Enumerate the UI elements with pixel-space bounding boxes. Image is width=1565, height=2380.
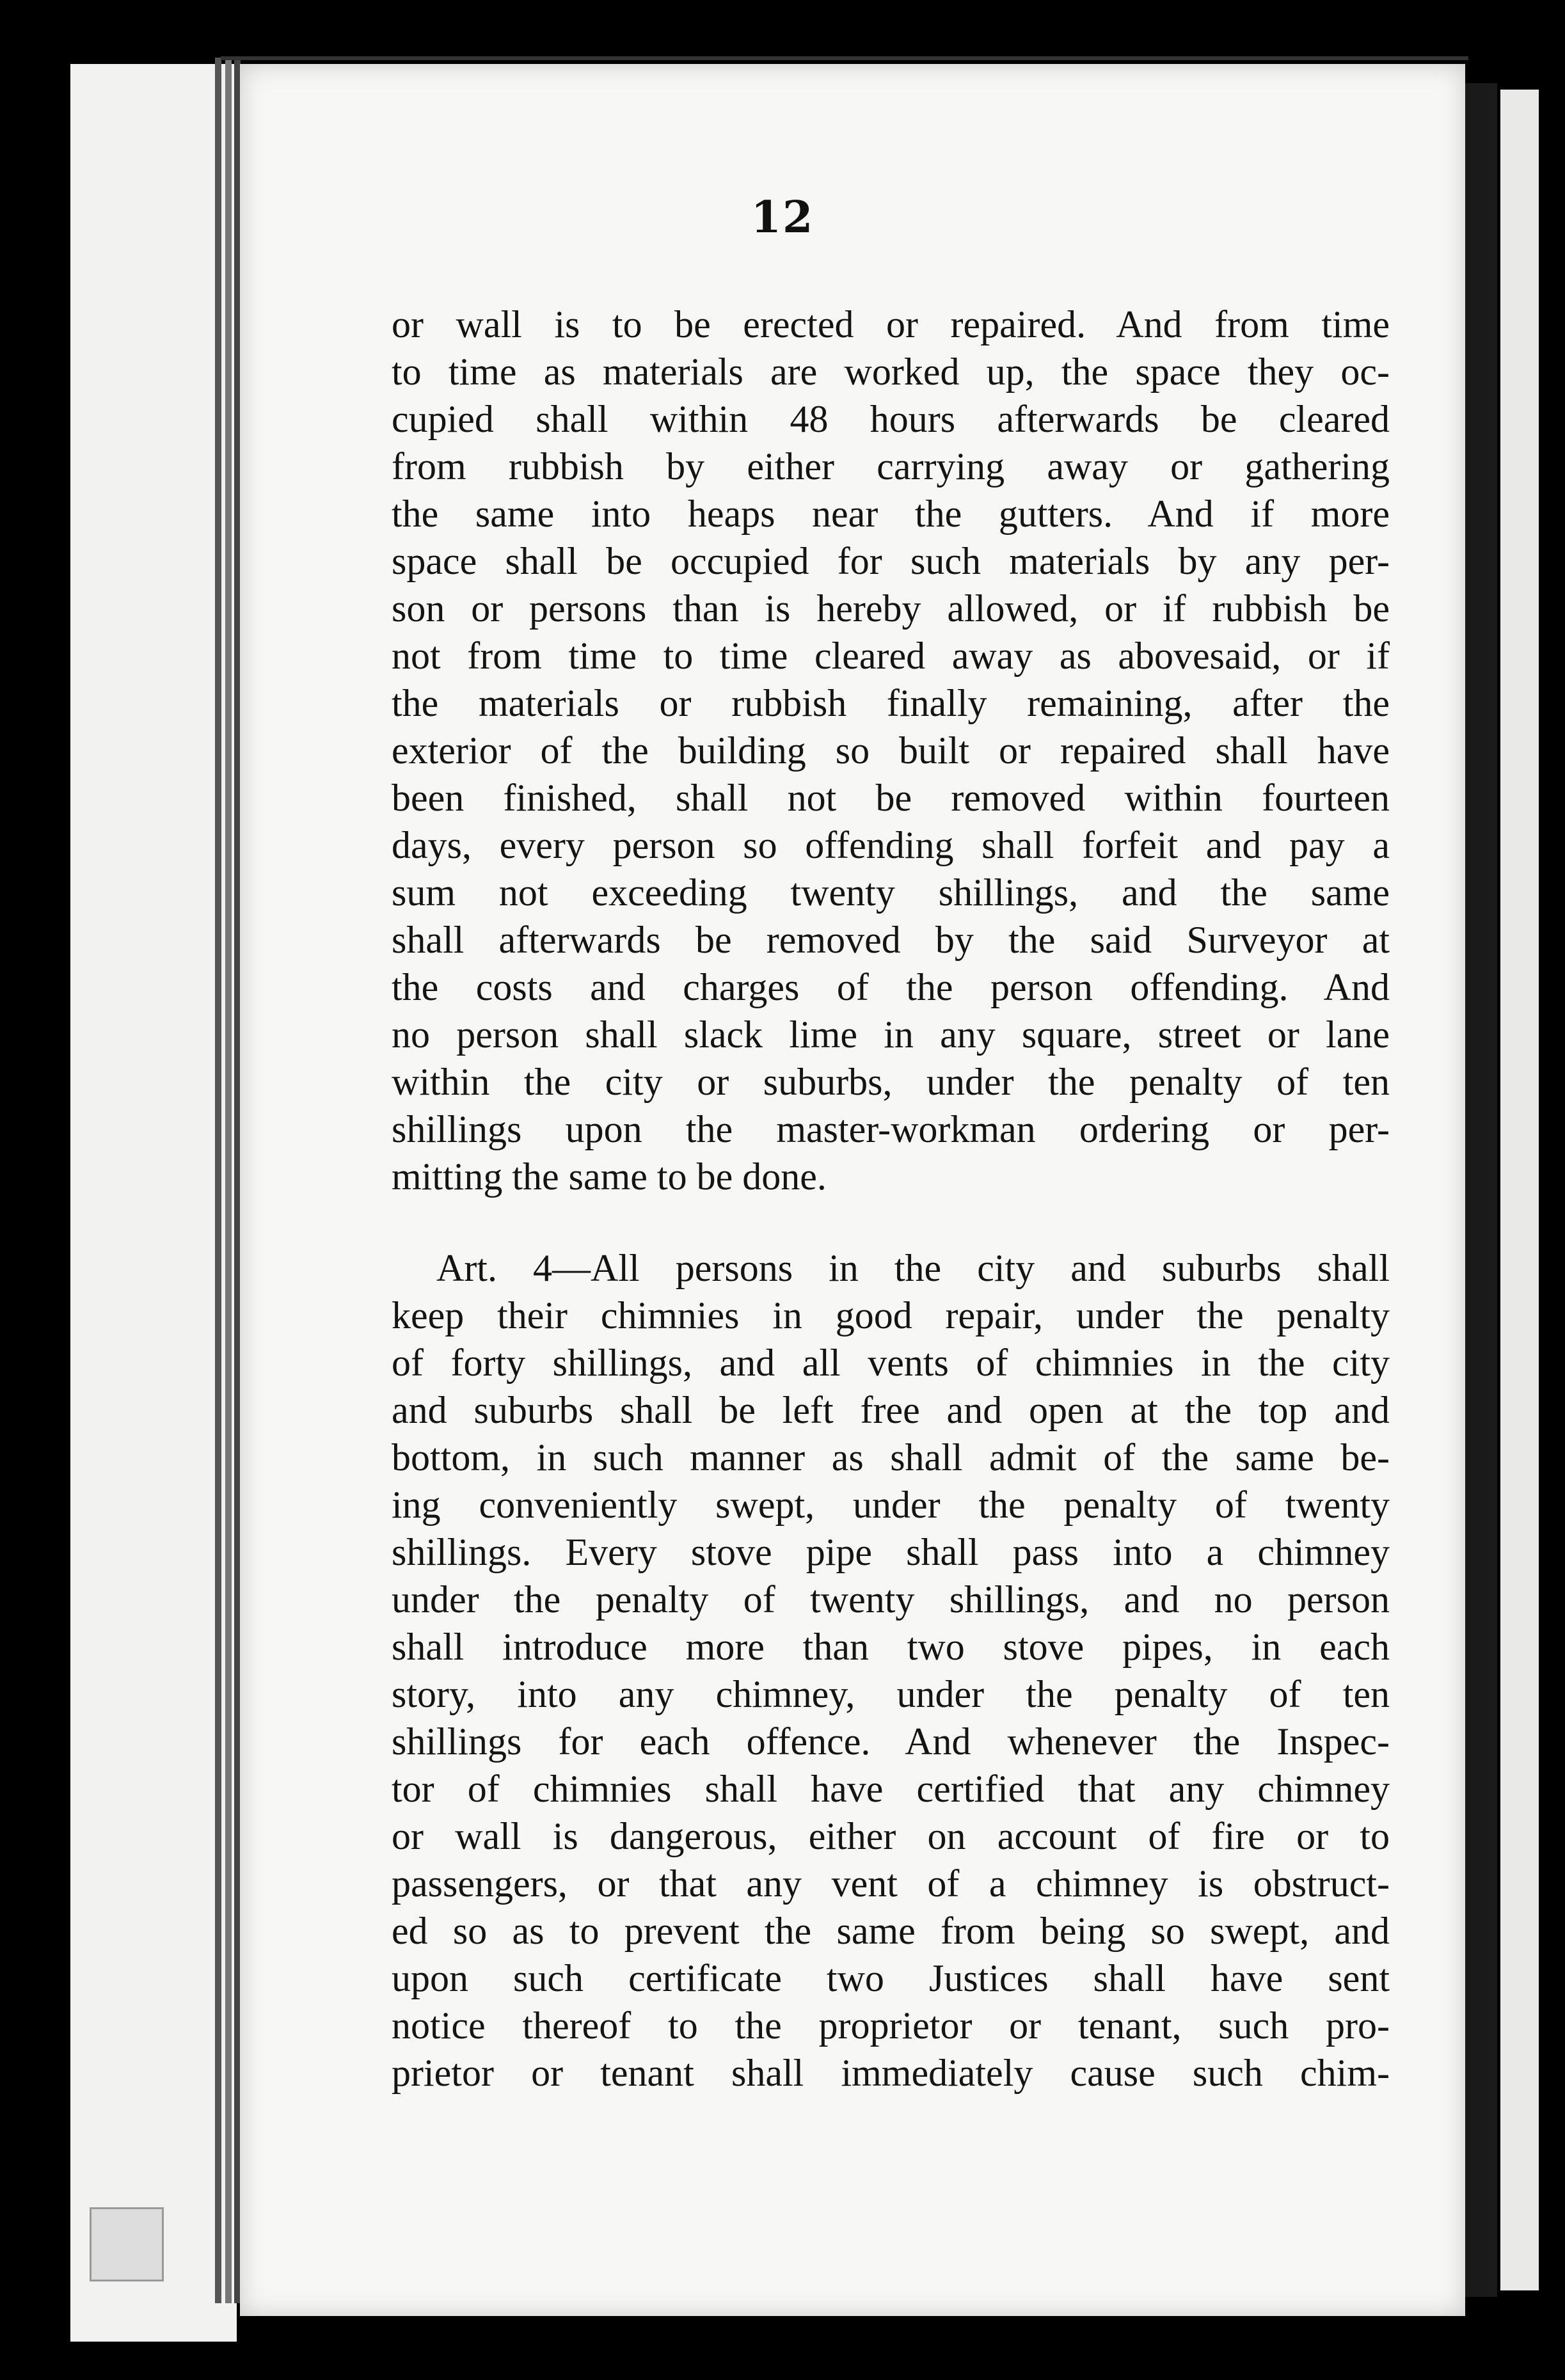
text-line: shillings for each offence. And whenever the Inspec- [392,1720,1390,1763]
text-line: or wall is to be erected or repaired. And from time [392,303,1390,345]
text-line: ing conveniently swept, under the penalty of twenty [392,1484,1390,1526]
text-line: to time as materials are worked up, the space they oc- [392,351,1390,393]
text-line: shall afterwards be removed by the said Surveyor at [392,919,1390,961]
text-line: keep their chimnies in good repair, under the penalty [392,1294,1390,1337]
text-line: passengers, or that any vent of a chimney is obstruct- [392,1862,1390,1905]
text-line: Art. 4—All persons in the city and suburbs shall [436,1247,1390,1289]
text-line: within the city or suburbs, under the penalty of ten [392,1061,1390,1103]
text-line: or wall is dangerous, either on account of fire or to [392,1815,1390,1857]
text-line: and suburbs shall be left free and open at the top and [392,1389,1390,1431]
text-line: the same into heaps near the gutters. And if more [392,493,1390,535]
text-line: of forty shillings, and all vents of chimnies in the city [392,1342,1390,1384]
text-line: under the penalty of twenty shillings, and no person [392,1578,1390,1621]
text-line: story, into any chimney, under the penalty of ten [392,1673,1390,1715]
scanner-bed-margin [70,64,237,2342]
text-line: sum not exceeding twenty shillings, and the same [392,871,1390,914]
text-line: notice thereof to the proprietor or tenant, such pro- [392,2004,1390,2047]
text-line: prietor or tenant shall immediately cause such chim- [392,2052,1390,2094]
text-line: upon such certificate two Justices shall have sent [392,1957,1390,1999]
gutter-shadow [1465,83,1497,2297]
text-line: son or persons than is hereby allowed, or if rubbish be [392,587,1390,630]
text-line: space shall be occupied for such materials by any per- [392,540,1390,582]
text-line: ed so as to prevent the same from being so swept, and [392,1910,1390,1952]
page-stack-edge [225,58,232,2303]
page-top-edge [221,56,1468,60]
text-line: cupied shall within 48 hours afterwards be cleared [392,398,1390,440]
paragraph-continuation [392,301,1390,1200]
text-line: the costs and charges of the person offending. And [392,966,1390,1008]
page-number: 12 [751,192,814,243]
text-line: not from time to time cleared away as abovesaid, or if [392,635,1390,677]
text-line: been finished, shall not be removed within fourteen [392,777,1390,819]
text-line: tor of chimnies shall have certified that any chimney [392,1768,1390,1810]
text-line: no person shall slack lime in any square, street or lane [392,1013,1390,1056]
page-stack-edge [215,58,221,2303]
text-line: shall introduce more than two stove pipes, in each [392,1626,1390,1668]
paragraph-article-4 [392,1244,1390,2097]
text-line: shillings. Every stove pipe shall pass into a chimney [392,1531,1390,1573]
text-line: mitting the same to be done. [392,1155,827,1198]
text-line: the materials or rubbish finally remaining, after the [392,682,1390,724]
scan-corner-marker [90,2207,164,2281]
text-line: exterior of the building so built or repaired shall have [392,729,1390,772]
next-page-sliver [1500,90,1539,2290]
text-line: bottom, in such manner as shall admit of the same be- [392,1436,1390,1479]
text-line: days, every person so offending shall forfeit and pay a [392,824,1390,866]
text-line: shillings upon the master-workman ordering or per- [392,1108,1390,1150]
text-line: from rubbish by either carrying away or gathering [392,445,1390,488]
